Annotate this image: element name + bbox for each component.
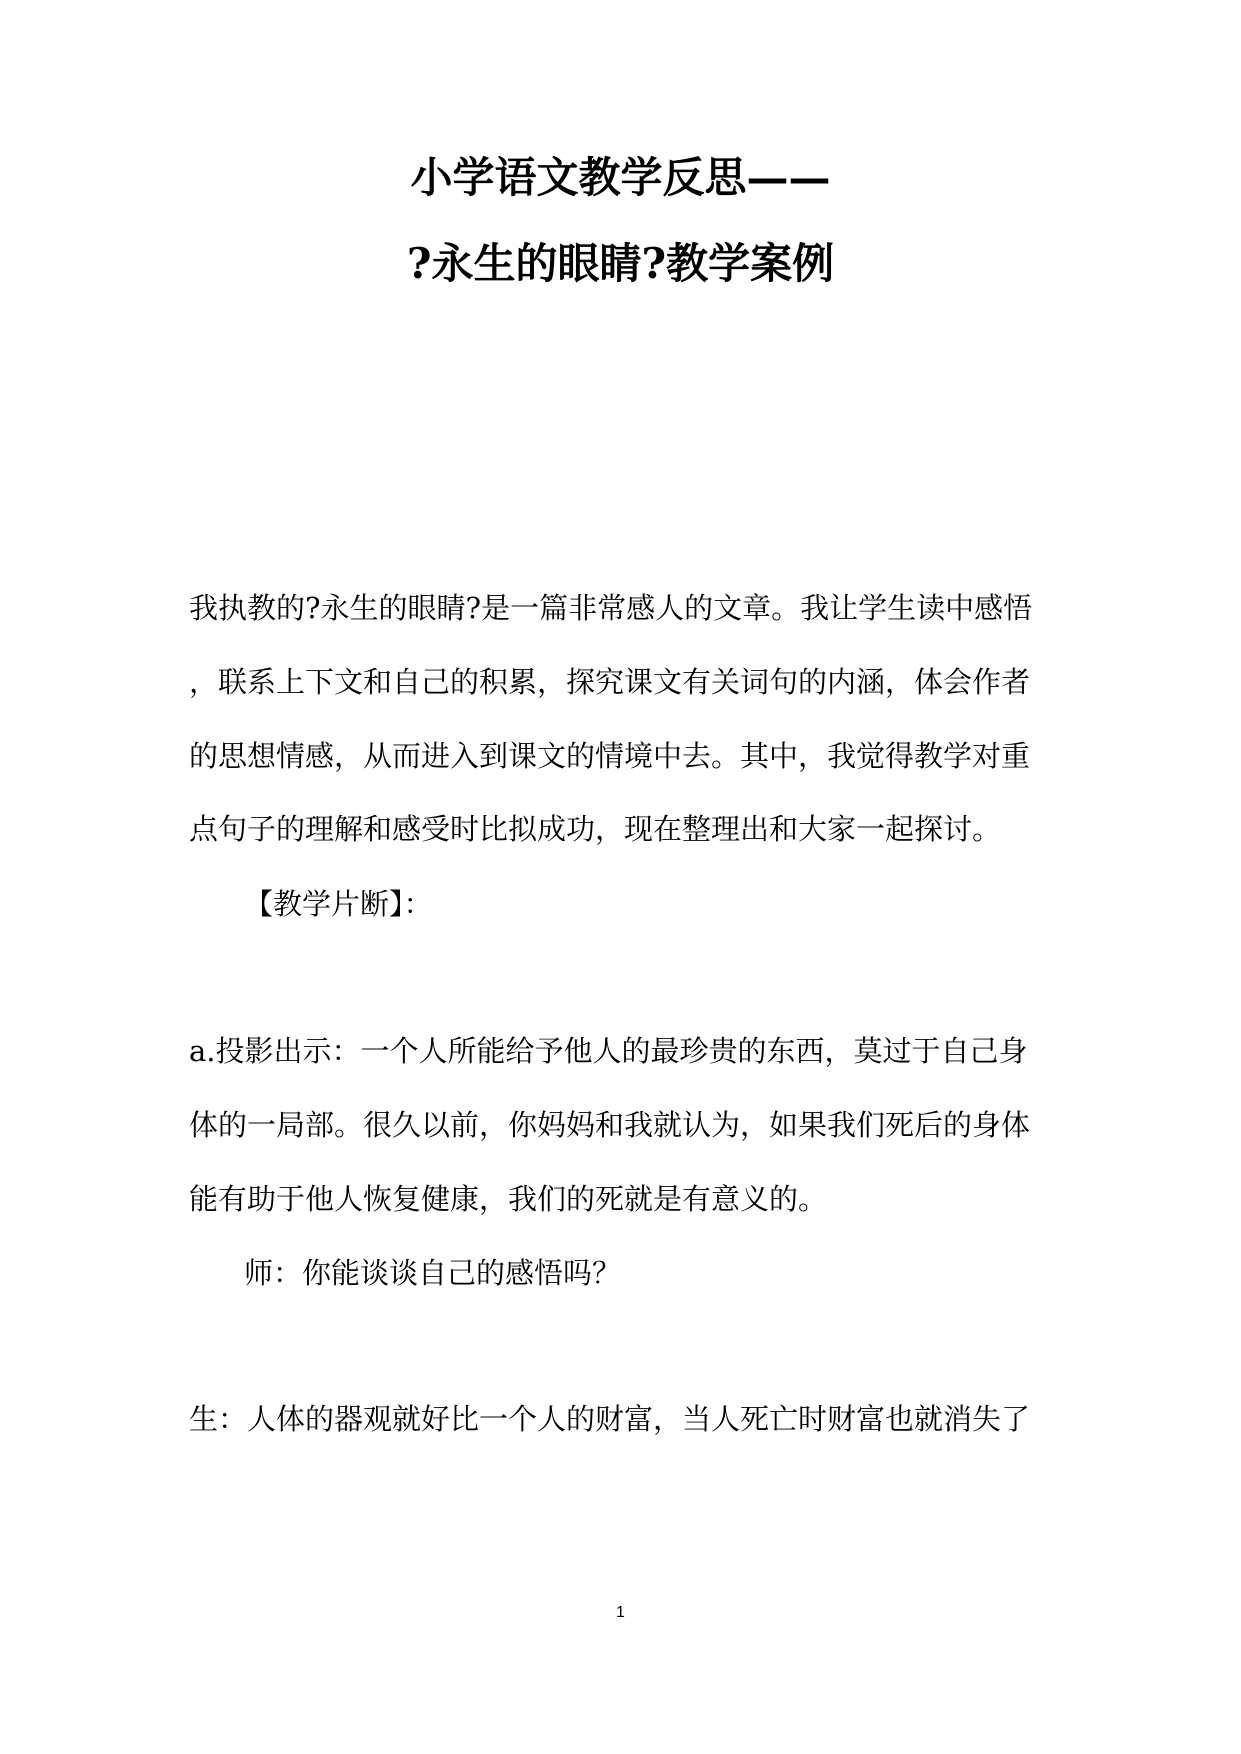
page-number: 1 [616,1604,625,1621]
paragraph-1-line-2: ，联系上下文和自己的积累，探究课文有关词句的内涵，体会作者 [189,665,1031,699]
paragraph-2-line-2: 体的一局部。很久以前，你妈妈和我就认为，如果我们死后的身体 [189,1108,1031,1142]
teacher-question: 师：你能谈谈自己的感悟吗？ [244,1256,622,1290]
paragraph-1-line-3: 的思想情感，从而进入到课文的情境中去。其中，我觉得教学对重 [189,739,1031,773]
paragraph-2-line-1: a.投影出示：一个人所能给予他人的最珍贵的东西，莫过于自己身 [189,1034,1028,1068]
document-title-line-2: ?永生的眼睛?教学案例 [406,239,835,288]
paragraph-2-line-3: 能有助于他人恢复健康，我们的死就是有意义的。 [189,1182,828,1216]
student-answer: 生：人体的器观就好比一个人的财富，当人死亡时财富也就消失了 [189,1402,1031,1436]
paragraph-1-line-1: 我执教的?永生的眼睛?是一篇非常感人的文章。我让学生读中感悟 [189,591,1033,625]
document-title-line-1: 小学语文教学反思—— [410,153,831,202]
section-heading: 【教学片断】： [244,887,433,921]
paragraph-1-line-4: 点句子的理解和感受时比拟成功，现在整理出和大家一起探讨。 [189,812,1002,846]
